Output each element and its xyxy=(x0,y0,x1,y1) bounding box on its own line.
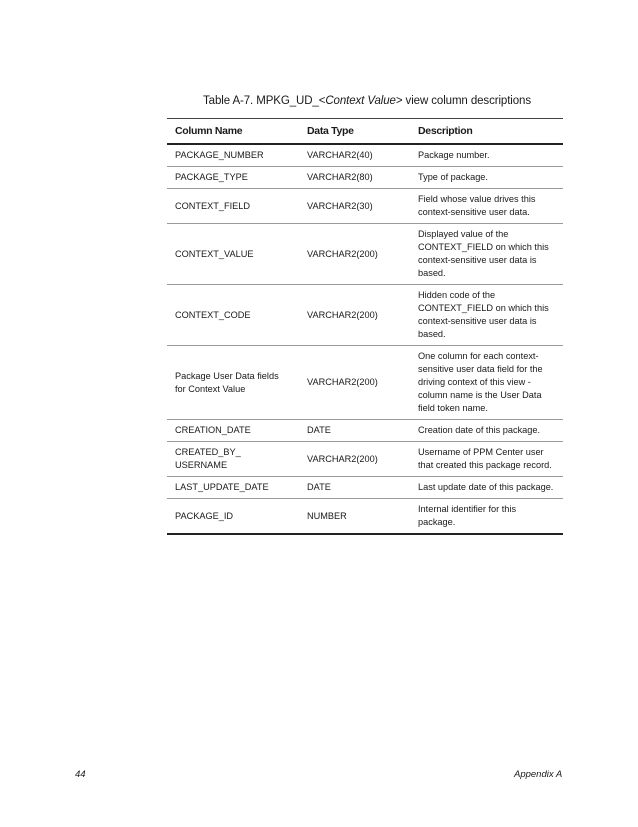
table-row xyxy=(167,346,563,420)
cell-description: Type of package. xyxy=(410,167,563,189)
section-label: Appendix A xyxy=(514,769,563,780)
cell-data-type: VARCHAR2(80) xyxy=(299,167,410,189)
cell-column-name: Package User Data fields for Context Value xyxy=(167,346,299,420)
table-row xyxy=(167,285,563,346)
table-row xyxy=(167,477,563,499)
cell-column-name: CREATED_BY_ USERNAME xyxy=(167,442,299,477)
cell-data-type: VARCHAR2(200) xyxy=(299,224,410,285)
cell-data-type: DATE xyxy=(299,420,410,442)
cell-column-name: LAST_UPDATE_DATE xyxy=(167,477,299,499)
caption-italic: Context Value xyxy=(325,95,396,107)
cell-description: Internal identifier for this package. xyxy=(410,499,563,535)
table-row xyxy=(167,499,563,535)
caption-prefix: Table A-7. MPKG_UD_< xyxy=(203,95,326,107)
cell-column-name: PACKAGE_NUMBER xyxy=(167,144,299,167)
table-row xyxy=(167,144,563,167)
page-number: 44 xyxy=(75,769,86,780)
caption-suffix: > view column descriptions xyxy=(395,95,531,107)
cell-column-name: CONTEXT_VALUE xyxy=(167,224,299,285)
cell-column-name: CONTEXT_CODE xyxy=(167,285,299,346)
table-row xyxy=(167,224,563,285)
cell-description: Package number. xyxy=(410,144,563,167)
column-descriptions-table xyxy=(167,118,563,535)
cell-column-name: CREATION_DATE xyxy=(167,420,299,442)
cell-description: Last update date of this package. xyxy=(410,477,563,499)
cell-data-type: VARCHAR2(200) xyxy=(299,285,410,346)
cell-data-type: VARCHAR2(40) xyxy=(299,144,410,167)
cell-description: Creation date of this package. xyxy=(410,420,563,442)
cell-column-name: PACKAGE_ID xyxy=(167,499,299,535)
cell-data-type: VARCHAR2(200) xyxy=(299,442,410,477)
cell-description: Hidden code of the CONTEXT_FIELD on which this context-sensitive user data is based. xyxy=(410,285,563,346)
cell-description: One column for each context-sensitive user data field for the driving context of this view - column name is the User Data field token name. xyxy=(410,346,563,420)
table-body xyxy=(167,144,563,534)
header-data-type: Data Type xyxy=(299,119,410,145)
header-description: Description xyxy=(410,119,563,145)
cell-description: Displayed value of the CONTEXT_FIELD on which this context-sensitive user data is based. xyxy=(410,224,563,285)
cell-description: Field whose value drives this context-sensitive user data. xyxy=(410,189,563,224)
cell-column-name: CONTEXT_FIELD xyxy=(167,189,299,224)
header-column-name: Column Name xyxy=(167,119,299,145)
cell-column-name: PACKAGE_TYPE xyxy=(167,167,299,189)
cell-data-type: NUMBER xyxy=(299,499,410,535)
table-header xyxy=(167,119,563,145)
cell-data-type: DATE xyxy=(299,477,410,499)
table-caption xyxy=(203,95,531,107)
cell-data-type: VARCHAR2(30) xyxy=(299,189,410,224)
table-row xyxy=(167,189,563,224)
cell-data-type: VARCHAR2(200) xyxy=(299,346,410,420)
cell-description: Username of PPM Center user that created this package record. xyxy=(410,442,563,477)
table-row xyxy=(167,442,563,477)
table-row xyxy=(167,420,563,442)
table-row xyxy=(167,167,563,189)
